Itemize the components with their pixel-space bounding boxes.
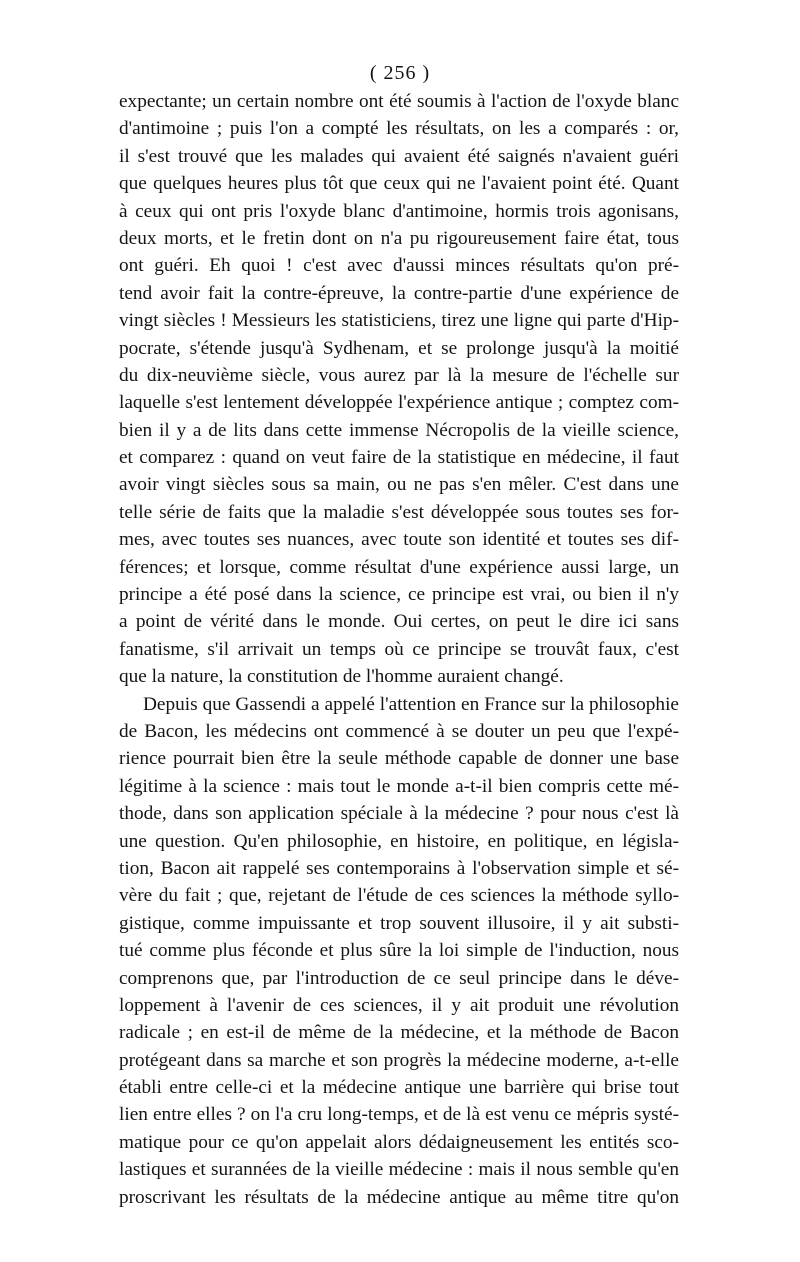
- text-line: tend avoir fait la contre-épreuve, la contre-partie d'une expérience de: [119, 282, 679, 304]
- text-line: principe a été posé dans la science, ce principe est vrai, ou bien il n'y: [119, 584, 679, 606]
- text-line: vingt siècles ! Messieurs les statisticiens, tirez une ligne qui parte d'Hip-: [119, 310, 679, 332]
- text-line: proscrivant les résultats de la médecine antique au même titre qu'on: [119, 1186, 679, 1208]
- text-line: avoir vingt siècles sous sa main, ou ne pas s'en mêler. C'est dans une: [119, 474, 679, 496]
- text-line: fanatisme, s'il arrivait un temps où ce principe se trouvât faux, c'est: [119, 638, 679, 660]
- paragraph: [119, 88, 679, 691]
- text-line: tué comme plus féconde et plus sûre la loi simple de l'induction, nous: [119, 940, 679, 962]
- body-text: [119, 88, 679, 1211]
- text-line: ont guéri. Eh quoi ! c'est avec d'aussi minces résultats qu'on pré-: [119, 255, 679, 277]
- text-line: lastiques et surannées de la vieille médecine : mais il nous semble qu'en: [119, 1159, 679, 1181]
- text-line: Depuis que Gassendi a appelé l'attention en France sur la philosophie: [143, 693, 679, 715]
- text-line: férences; et lorsque, comme résultat d'une expérience aussi large, un: [119, 556, 679, 578]
- text-line: a point de vérité dans le monde. Oui certes, on peut le dire ici sans: [119, 611, 679, 633]
- text-line: telle série de faits que la maladie s'est développée sous toutes ses for-: [119, 501, 679, 523]
- text-line: de Bacon, les médecins ont commencé à se douter un peu que l'expé-: [119, 720, 679, 742]
- text-line: et comparez : quand on veut faire de la statistique en médecine, il faut: [119, 447, 679, 469]
- text-line: du dix-neuvième siècle, vous aurez par là la mesure de l'échelle sur: [119, 364, 679, 386]
- text-line: que la nature, la constitution de l'homme auraient changé.: [119, 666, 564, 688]
- text-line: matique pour ce qu'on appelait alors dédaigneusement les entités sco-: [119, 1131, 679, 1153]
- page-number: ( 256 ): [369, 62, 431, 84]
- text-line: il s'est trouvé que les malades qui avaient été saignés n'avaient guéri: [119, 145, 679, 167]
- text-line: thode, dans son application spéciale à la médecine ? pour nous c'est là: [119, 803, 679, 825]
- text-line: tion, Bacon ait rappelé ses contemporains à l'observation simple et sé-: [119, 857, 679, 879]
- text-line: pocrate, s'étende jusqu'à Sydhenam, et se prolonge jusqu'à la moitié: [119, 337, 679, 359]
- text-line: deux morts, et le fretin dont on n'a pu rigoureusement faire état, tous: [119, 227, 679, 249]
- text-line: d'antimoine ; puis l'on a compté les résultats, on les a comparés : or,: [119, 118, 679, 140]
- text-line: radicale ; en est-il de même de la médecine, et la méthode de Bacon: [119, 1022, 679, 1044]
- text-line: mes, avec toutes ses nuances, avec toute son identité et toutes ses dif-: [119, 529, 679, 551]
- text-line: expectante; un certain nombre ont été soumis à l'action de l'oxyde blanc: [119, 91, 679, 112]
- paragraph: [119, 691, 679, 1211]
- text-line: bien il y a de lits dans cette immense Nécropolis de la vieille science,: [119, 419, 679, 441]
- text-line: protégeant dans sa marche et son progrès la médecine moderne, a-t-elle: [119, 1049, 679, 1071]
- text-line: à ceux qui ont pris l'oxyde blanc d'antimoine, hormis trois agonisans,: [119, 200, 679, 222]
- text-line: légitime à la science : mais tout le monde a-t-il bien compris cette mé-: [119, 775, 679, 797]
- text-line: lien entre elles ? on l'a cru long-temps, et de là est venu ce mépris systé-: [119, 1104, 679, 1126]
- text-line: gistique, comme impuissante et trop souvent illusoire, il y ait substi-: [119, 912, 679, 934]
- text-line: une question. Qu'en philosophie, en histoire, en politique, en législa-: [119, 830, 679, 852]
- text-line: vère du fait ; que, rejetant de l'étude de ces sciences la méthode syllo-: [119, 885, 679, 907]
- text-line: que quelques heures plus tôt que ceux qui ne l'avaient point été. Quant: [119, 173, 679, 195]
- text-line: rience pourrait bien être la seule méthode capable de donner une base: [119, 748, 679, 770]
- text-line: établi entre celle-ci et la médecine antique une barrière qui brise tout: [119, 1077, 679, 1099]
- text-line: comprenons que, par l'introduction de ce seul principe dans le déve-: [119, 967, 679, 989]
- text-line: loppement à l'avenir de ces sciences, il y ait produit une révolution: [119, 994, 679, 1016]
- text-line: laquelle s'est lentement développée l'expérience antique ; comptez com-: [119, 392, 679, 414]
